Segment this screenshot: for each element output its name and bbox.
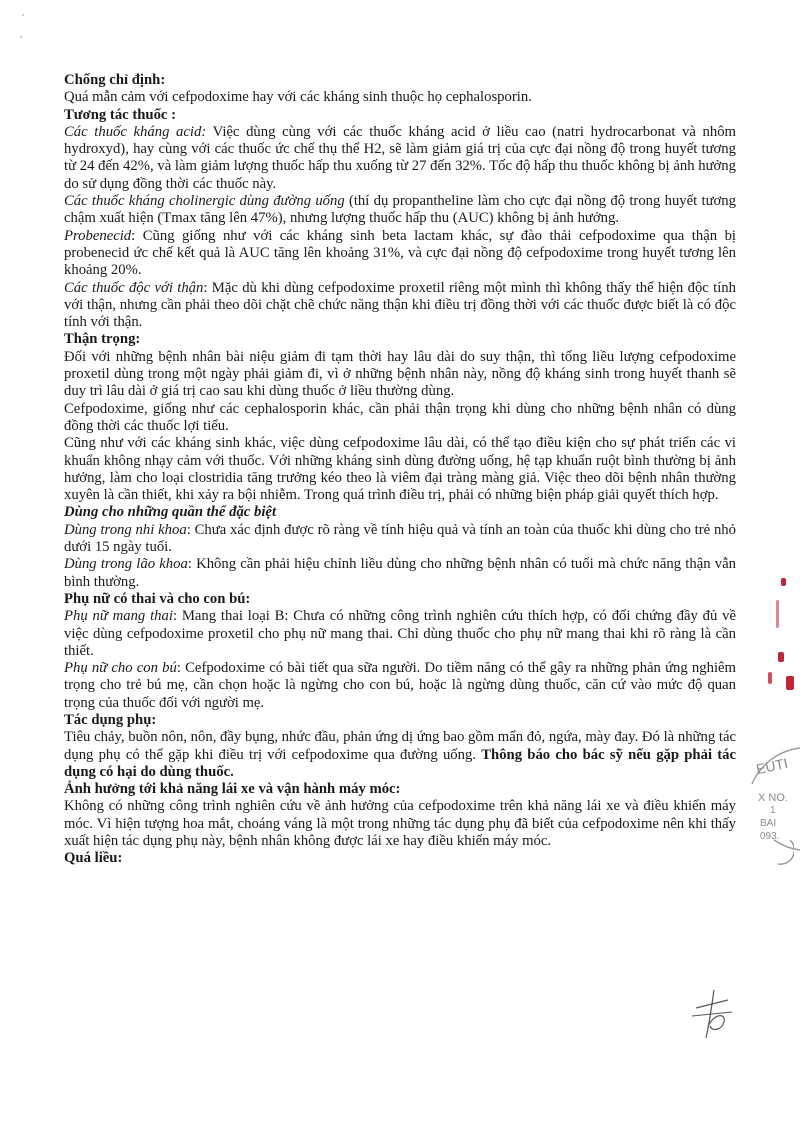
- lactation-label: Phụ nữ cho con bú: [64, 660, 177, 677]
- interaction-antacids: Các thuốc kháng acid: Việc dùng cùng với các thuốc kháng acid ở liều cao (natri hydrocarbonat và nhôm hydroxyd), hay cùng với các thuốc ức chế thụ thể H2, sẽ làm giảm giá trị của cực đại nồng độ trong huyết tương từ 24 đến 42%, và làm giảm lượng thuốc hấp thu xuống từ 27 đến 32%. Tốc độ hấp thu thuốc không bị ảnh hưởng do sử dụng đồng thời các thuốc này.: [64, 123, 736, 192]
- stamp-red-mark: [776, 600, 779, 628]
- contraindications-text: Quá mẫn cảm với cefpodoxime hay với các kháng sinh thuộc họ cephalosporin.: [64, 89, 532, 106]
- interaction-nephrotoxic: Các thuốc độc với thận: Mặc dù khi dùng cefpodoxime proxetil riêng một mình thì không thấy thể hiện độc tính với thận, nhưng cần phải theo dõi chặt chẽ chức năng thận khi điều trị đồng thời với các thuốc được biết là có độc tính với thận.: [64, 279, 736, 331]
- stamp-text: BAI: [760, 818, 777, 829]
- section-heading-special-populations: Dùng cho những quần thể đặc biệt: [64, 504, 277, 521]
- stamp-red-mark: [781, 578, 786, 586]
- interaction-nephrotoxic-label: Các thuốc độc với thận: [64, 279, 204, 296]
- caution-paragraph-1: Đối với những bệnh nhân bài niệu giảm đi tạm thời hay lâu dài do suy thận, thì tổng liều lượng cefpodoxime proxetil dùng trong một ngày phải giảm đi, vì ở những bệnh nhân này, nồng độ kháng sinh trong huyết thanh sẽ duy trì lâu dài ở giá trị cao sau khi dùng thuốc ở liều thường dùng.: [64, 348, 736, 400]
- interaction-anticholinergic-label: Các thuốc kháng cholinergic dùng đường uống: [64, 193, 345, 210]
- section-heading-contraindications: Chống chỉ định:: [64, 72, 166, 88]
- handwritten-initials-icon: [688, 986, 738, 1042]
- stamp-text: 1: [770, 805, 776, 816]
- stamp-text: X NO.: [758, 792, 788, 804]
- scan-speck: [20, 36, 22, 38]
- scan-speck: [22, 14, 24, 16]
- side-effects-text: Tiêu chảy, buồn nôn, nôn, đầy bụng, nhức đầu, phản ứng dị ứng bao gồm mẩn đỏ, ngứa, mày đay. Đó là những tác dụng phụ có thể gặp khi điều trị với cefpodoxime qua đường uống. Thông báo cho bác sỹ nếu gặp phải tác dụng có hại do dùng thuốc.: [64, 729, 736, 780]
- section-heading-side-effects: Tác dụng phụ:: [64, 711, 157, 728]
- section-heading-overdose: Quá liều:: [64, 850, 123, 867]
- stamp-text: 093.: [760, 831, 780, 842]
- special-geriatrics-label: Dùng trong lão khoa: [64, 556, 188, 573]
- special-geriatrics: Dùng trong lão khoa: Không cần phải hiệu chỉnh liều dùng cho những bệnh nhân có tuổi mà chức năng thận vẫn bình thường.: [64, 556, 736, 590]
- interaction-probenecid-label: Probenecid: [64, 227, 132, 244]
- pregnancy-label: Phụ nữ mang thai: [64, 608, 173, 625]
- pregnancy-paragraph: Phụ nữ mang thai: Mang thai loại B: Chưa có những công trình nghiên cứu thích hợp, có đối chứng đầy đủ về việc dùng cefpodoxime proxetil cho phụ nữ mang thai. Chỉ dùng thuốc cho phụ nữ mang thai khi rõ ràng là cần thiết.: [64, 608, 736, 659]
- stamp-arc-icon: [774, 838, 794, 868]
- stamp-red-mark: [778, 652, 784, 662]
- section-heading-caution: Thận trọng:: [64, 331, 141, 348]
- document-body: [64, 72, 736, 868]
- interaction-anticholinergic: Các thuốc kháng cholinergic dùng đường uống (thí dụ propantheline làm cho cực đại nồng độ trong huyết tương chậm xuất hiện (Tmax tăng lên 47%), nhưng lượng thuốc hấp thu (AUC) không bị ảnh hưởng.: [64, 193, 736, 227]
- section-heading-pregnancy: Phụ nữ có thai và cho con bú:: [64, 590, 251, 607]
- special-pediatrics-label: Dùng trong nhi khoa: [64, 521, 187, 538]
- interaction-antacids-label: Các thuốc kháng acid:: [64, 123, 207, 140]
- side-effects-warning: Thông báo cho bác sỹ nếu gặp phải tác dụng có hại do dùng thuốc.: [64, 746, 736, 780]
- lactation-paragraph: Phụ nữ cho con bú: Cefpodoxime có bài tiết qua sữa người. Do tiềm năng có thể gây ra những phản ứng nghiêm trọng cho trẻ bú mẹ, cần chọn hoặc là ngừng cho con bú, hoặc là ngừng dùng thuốc, căn cứ vào mức độ quan trọng của thuốc đối với người mẹ.: [64, 660, 736, 711]
- caution-paragraph-2: Cefpodoxime, giống như các cephalosporin khác, cần phải thận trọng khi dùng cho những bệnh nhân có dùng đồng thời các thuốc lợi tiểu.: [64, 400, 736, 434]
- driving-text: Không có những công trình nghiên cứu về ảnh hưởng của cefpodoxime trên khả năng lái xe và điều khiển máy móc. Vì hiện tượng hoa mắt, choáng váng là một trong những tác dụng phụ đã biết của cefpodoxime nên khi thấy xuất hiện tác dụng phụ này, bệnh nhân không được lái xe hay điều khiển máy móc.: [64, 798, 736, 850]
- section-heading-driving: Ảnh hưởng tới khả năng lái xe và vận hành máy móc:: [64, 781, 401, 798]
- interaction-probenecid: Probenecid: Cũng giống như với các kháng sinh beta lactam khác, sự đào thải cefpodoxime qua thận bị probenecid ức chế kết quả là AUC tăng lên khoảng 31%, và cực đại nồng độ cefpodoxime trong huyết tương lên khoảng 20%.: [64, 227, 736, 279]
- stamp-text: EUTI: [754, 754, 790, 778]
- stamp-red-mark: [768, 672, 772, 684]
- caution-paragraph-3: Cũng như với các kháng sinh khác, việc dùng cefpodoxime lâu dài, có thể tạo điều kiện cho sự phát triển các vi khuẩn không nhạy cảm với thuốc. Với những kháng sinh dùng đường uống, hệ tạp khuẩn ruột bình thường bị ảnh hưởng, làm cho loại clostridia tăng trưởng kéo theo là viêm đại tràng màng giả. Việc theo dõi bệnh nhân thường xuyên là cần thiết, khi xảy ra bội nhiễm. Trong quá trình điều trị, phải có những biện pháp giải quyết thích hợp.: [64, 435, 736, 504]
- special-pediatrics: Dùng trong nhi khoa: Chưa xác định được rõ ràng về tính hiệu quả và tính an toàn của thuốc khi dùng cho trẻ nhỏ dưới 15 ngày tuổi.: [64, 521, 736, 556]
- stamp-red-mark: [786, 676, 794, 690]
- section-heading-interactions: Tương tác thuốc :: [64, 106, 177, 123]
